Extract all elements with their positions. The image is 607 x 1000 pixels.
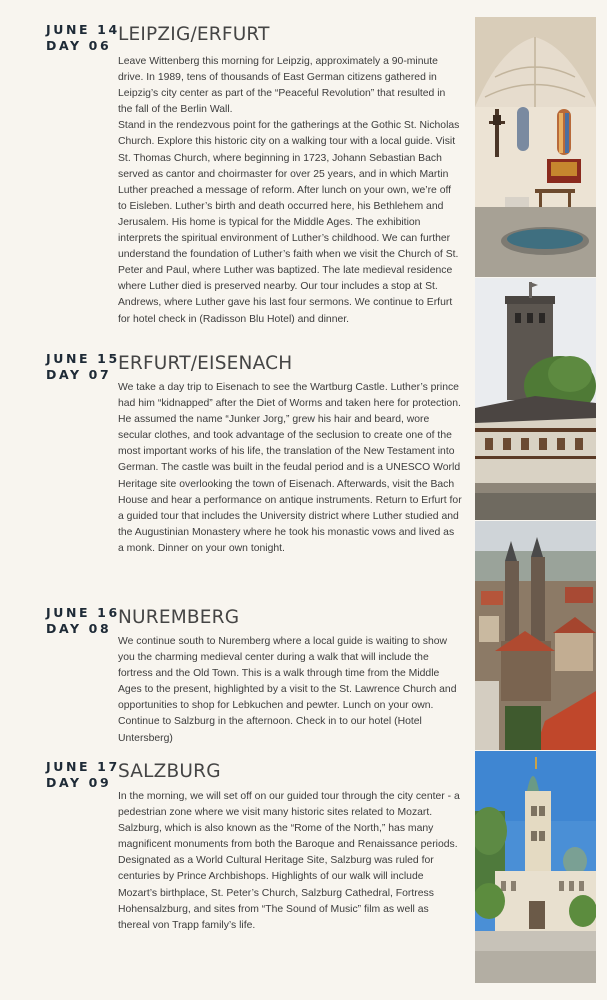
date-block [46,605,120,637]
date-label: JUNE 15 [46,351,120,366]
paragraph: Leave Wittenberg this morning for Leipzig, approximately a 90-minute drive. In 1989, tens of thousands of East German citizens gathered in Leipzig’s city center as part of the “Peaceful Revolution” that resulted in the fall of the Berlin Wall. [118,56,446,116]
day-description [118,634,462,747]
paragraph: Stand in the rendezvous point for the gatherings at the Gothic St. Nicholas Church. Explore this historic city on a walking tour with a local guide. Visit St. Thomas Church, where beginning in 1723, Johann Sebastian Bach served as cantor and choirmaster for over 25 years, and in which Martin Luther preached a message of reform. After lunch on your own, we’re off to Eisleben. Luther’s birth and death occurred here, his Bethlehem and Jerusalem. His home is typical for the Middle Ages. The exhibition interprets the spiritual environment of Luther’s childhood. We can further understand the foundation of Luther’s faith when we visit the Church of St. Peter and Paul, where Luther was baptized. The late medieval residence where Luther died is preserved nearby. Our tour includes a stop at St. Andrews, where Luther gave his last four sermons. We continue to Erfurt for hotel check in (Radisson Blu Hotel) and dinner. [118,120,460,325]
salzburg-photo [475,751,596,983]
church-interior-photo [475,17,596,277]
day-description [118,54,462,328]
day-label: DAY 06 [46,38,112,53]
paragraph: In the morning, we will set off on our guided tour through the city center - a pedestrian zone where we visit many historic sites related to Mozart. Salzburg, which is also known as the “Rome of the North,” has many magnificent monuments from both the Baroque and Renaissance periods. Designated as a World Cultural Heritage Site, Salzburg was ruled for centuries by Prince Archbishops. Highlights of our walk will include Mozart’s birthplace, St. Peter’s Church, Salzburg Cathedral, Fortress Hohensalzburg, and sites from “The Sound of Music” film as well as thereal von Trapp family’s life. [118,791,460,931]
photo-column [475,17,596,983]
day-description [118,380,462,557]
day-label: DAY 08 [46,621,112,636]
date-block [46,759,120,791]
day-title: ERFURT/EISENACH [118,353,293,374]
date-label: JUNE 16 [46,605,120,620]
day-title: NUREMBERG [118,607,240,628]
day-title: LEIPZIG/ERFURT [118,24,270,45]
nuremberg-city-photo [475,521,596,750]
date-block [46,351,120,383]
paragraph: We take a day trip to Eisenach to see the Wartburg Castle. Luther’s prince had him “kidnapped” after the Diet of Worms and taken here for protection. He assumed the name “Junker Jorg,” grew his hair and beard, wore secular clothes, and took advantage of the seclusion to create one of the most important works of his life, the translation of the New Testament into German. The castle was built in the feudal period and is a UNESCO World Heritage site overlooking the town of Eisenach. Afterwards, visit the Bach House and hear a performance on antique instruments. Return to Erfurt for a guided tour that includes the University district where Luther studied and the Augustinian Monastery where he took his monastic vows and lived as a monk. Dinner on your own tonight. [118,382,462,554]
date-block [46,22,120,54]
day-description [118,789,462,934]
paragraph: We continue south to Nuremberg where a local guide is waiting to show you the charming medieval center during a walk that will include the fortress and the Old Town. This is a walk through time from the Middle Ages to the present, highlighted by a visit to the St. Lawrence Church and opportunities to shop for Lebkuchen and pewter. Lunch on your own. Continue to Salzburg in the afternoon. Check in to our hotel (Hotel Untersberg) [118,636,457,744]
wartburg-castle-photo [475,278,596,520]
date-label: JUNE 14 [46,22,120,37]
date-label: JUNE 17 [46,759,120,774]
day-title: SALZBURG [118,761,221,782]
day-label: DAY 09 [46,775,112,790]
day-label: DAY 07 [46,367,112,382]
